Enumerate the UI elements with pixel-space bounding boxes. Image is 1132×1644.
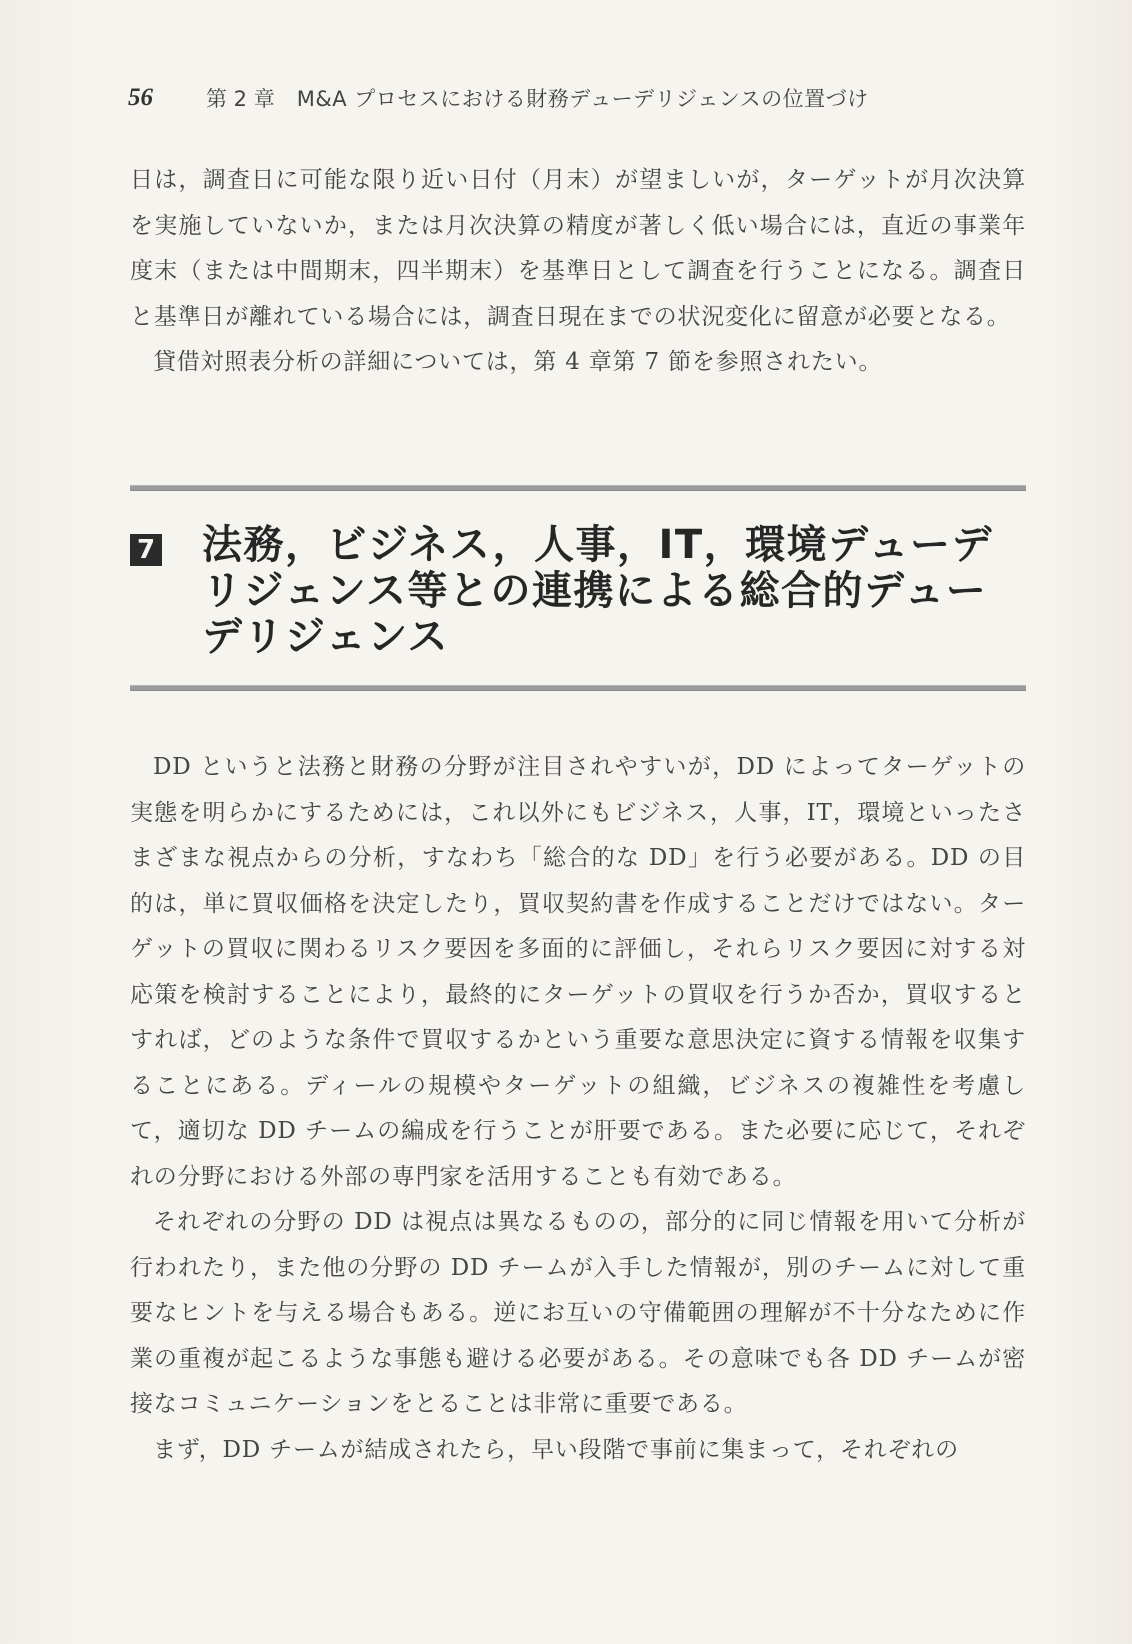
section-heading xyxy=(130,522,1026,667)
section-rule-top xyxy=(130,485,1026,491)
paragraph: まず，DD チームが結成されたら，早い段階で事前に集まって，それぞれの xyxy=(153,1436,959,1463)
page-number: 56 xyxy=(128,84,153,111)
body-text-before-section xyxy=(130,158,1026,386)
chapter-title: M&A プロセスにおける財務デューデリジェンスの位置づけ xyxy=(296,87,869,111)
running-header xyxy=(128,78,1028,118)
section-rule-bottom xyxy=(130,685,1026,691)
paragraph-continued: 日は，調査日に可能な限り近い日付（月末）が望ましいが，ターゲットが月次決算を実施していないか，または月次決算の精度が著しく低い場合には，直近の事業年度末（または中間期末，四半期末）を基準日として調査を行うことになる。調査日と基準日が離れている場合には，調査日現在までの状況変化に留意が必要となる。 xyxy=(130,167,1026,330)
paragraph-reference: 貸借対照表分析の詳細については，第 4 章第 7 節を参照されたい。 xyxy=(153,349,883,375)
paragraph: DD というと法務と財務の分野が注目されやすいが，DD によってターゲットの実態を明らかにするためには，これ以外にもビジネス，人事，IT，環境といったさまざまな視点からの分析，すなわち「総合的な DD」を行う必要がある。DD の目的は，単に買収価格を決定したり，買収契約書を作成することだけではない。ターゲットの買収に関わるリスク要因を多面的に評価し，それらリスク要因に対する対応策を検討することにより，最終的にターゲットの買収を行うか否か，買収するとすれば，どのような条件で買収するかという重要な意思決定に資する情報を収集することにある。ディールの規模やターゲットの組織，ビジネスの複雑性を考慮して，適切な DD チームの編成を行うことが肝要である。また必要に応じて，それぞれの分野における外部の専門家を活用することも有効である。 xyxy=(130,754,1026,1190)
chapter-label: 第 2 章 xyxy=(206,87,275,111)
section-number: 7 xyxy=(130,534,162,566)
paragraph: それぞれの分野の DD は視点は異なるものの，部分的に同じ情報を用いて分析が行われたり，また他の分野の DD チームが入手した情報が，別のチームに対して重要なヒントを与える場合もある。逆にお互いの守備範囲の理解が不十分なために作業の重複が起こるような事態も避ける必要がある。その意味でも各 DD チームが密接なコミュニケーションをとることは非常に重要である。 xyxy=(130,1209,1026,1417)
body-text-section-7 xyxy=(130,745,1026,1473)
section-title: 法務，ビジネス，人事，IT，環境デューデリジェンス等との連携による総合的デューデリジェンス xyxy=(202,522,993,660)
